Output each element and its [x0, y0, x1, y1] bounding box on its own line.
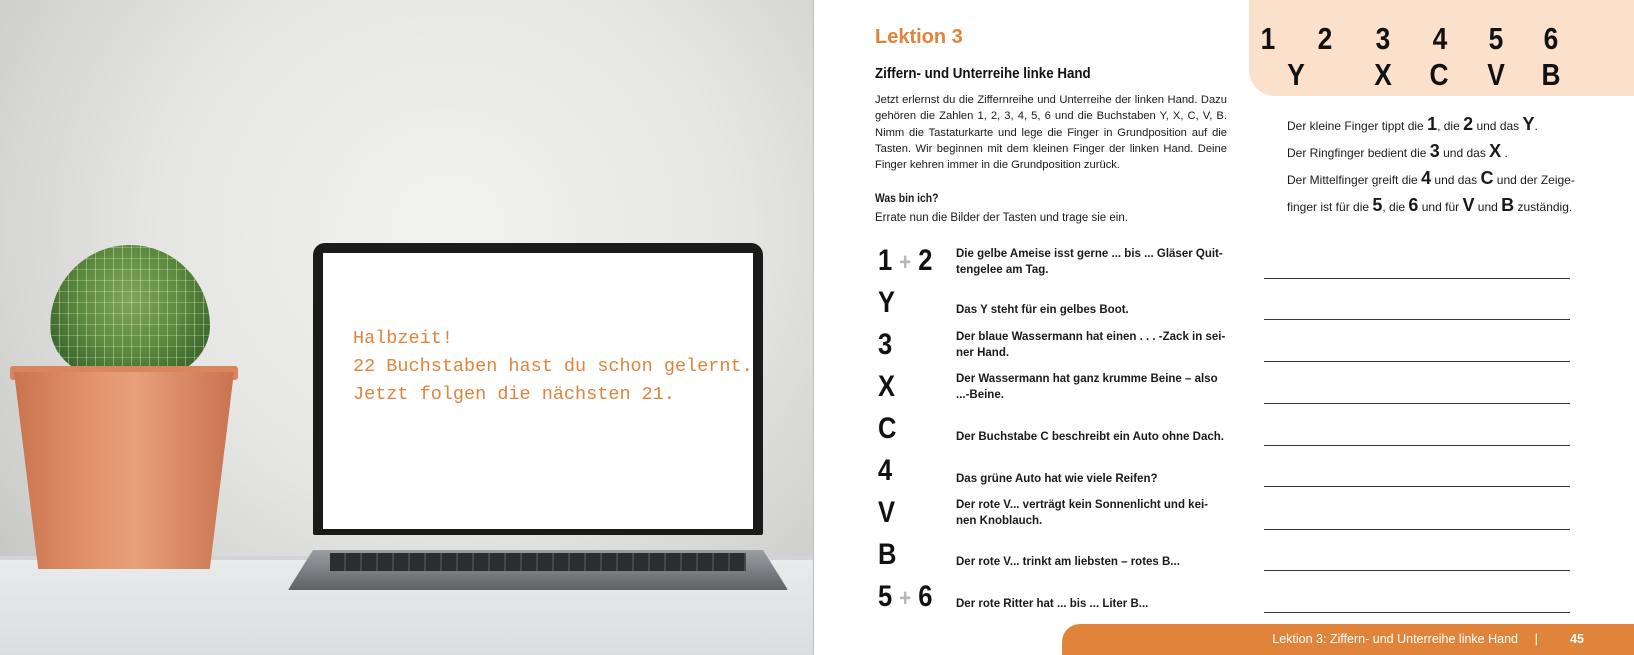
finger-legend	[1287, 112, 1607, 220]
key-letter: X	[1374, 57, 1392, 92]
photo-panel	[0, 0, 813, 655]
row-glyph: 1 + 2	[878, 244, 933, 277]
answer-line[interactable]	[1264, 486, 1570, 487]
answer-line[interactable]	[1264, 570, 1570, 571]
key-digit: 1	[1260, 21, 1276, 56]
row-glyph: Y	[878, 286, 896, 319]
row-glyph: V	[878, 496, 896, 529]
page-divider	[813, 0, 814, 655]
answer-line[interactable]	[1264, 361, 1570, 362]
row-clue: Das grüne Auto hat wie viele Reifen?	[956, 473, 1158, 485]
page-number: 45	[1570, 632, 1584, 646]
laptop-line-3: Jetzt folgen die nächsten 21.	[353, 384, 675, 405]
answer-line[interactable]	[1264, 319, 1570, 320]
answer-line[interactable]	[1264, 445, 1570, 446]
key-digit: 6	[1543, 21, 1559, 56]
row-clue: Der rote V... trinkt am liebsten – rotes B...	[956, 556, 1180, 568]
flower-pot	[14, 372, 234, 569]
laptop-keyboard	[330, 553, 746, 571]
row-glyph: X	[878, 370, 896, 403]
cactus-spines	[50, 245, 210, 380]
answer-line[interactable]	[1264, 529, 1570, 530]
row-clue: Das Y steht für ein gelbes Boot.	[956, 304, 1129, 316]
answer-line[interactable]	[1264, 612, 1570, 613]
key-overview-box	[1249, 0, 1634, 96]
question-heading: Was bin ich?	[875, 193, 939, 205]
key-letter: B	[1541, 57, 1561, 92]
row-clue: Der blaue Wassermann hat einen . . . -Zack in sei-ner Hand.	[956, 331, 1226, 359]
answer-line[interactable]	[1264, 403, 1570, 404]
row-glyph: C	[878, 412, 897, 445]
row-clue: Der Wassermann hat ganz krumme Beine – also ...-Beine.	[956, 373, 1218, 401]
laptop-display	[323, 253, 753, 529]
legend-line: Der kleine Finger tippt die 1, die 2 und das Y.	[1287, 114, 1538, 134]
laptop-line-2: 22 Buchstaben hast du schon gelernt.	[353, 356, 753, 377]
key-digit: 4	[1432, 21, 1448, 56]
key-digit: 5	[1488, 21, 1504, 56]
footer-title: Lektion 3: Ziffern- und Unterreihe linke Hand	[1272, 632, 1518, 646]
row-clue: Der Buchstabe C beschreibt ein Auto ohne Dach.	[956, 431, 1224, 443]
key-digit: 3	[1375, 21, 1391, 56]
row-clue: Der rote Ritter hat ... bis ... Liter B...	[956, 598, 1149, 610]
row-glyph: B	[878, 538, 897, 571]
row-glyph: 3	[878, 328, 893, 361]
row-glyph: 4	[878, 454, 893, 487]
key-letter: V	[1487, 57, 1505, 92]
row-clue: Der rote V... verträgt kein Sonnenlicht und kei-nen Knoblauch.	[956, 499, 1208, 527]
lesson-intro: Jetzt erlernst du die Ziffernreihe und Unterreihe der linken Hand. Dazu gehören die Zahlen 1, 2, 3, 4, 5, 6 und die Buchstaben Y, X, C, V, B. Nimm die Tastaturkarte und lege die Finger in Grundposition auf die Tasten. Wir beginnen mit dem kleinen Finger der linken Hand. Deine Finger kehren immer in die Grundposition zurück.	[875, 94, 1227, 172]
laptop-message	[353, 325, 753, 409]
answer-line[interactable]	[1264, 278, 1570, 279]
legend-line: Der Ringfinger bedient die 3 und das X .	[1287, 141, 1508, 161]
legend-line: Der Mittelfinger greift die 4 und das C und der Zeige-	[1287, 168, 1575, 188]
row-glyph: 5 + 6	[878, 580, 933, 613]
key-digit: 2	[1317, 21, 1333, 56]
laptop-screen	[313, 243, 763, 535]
row-clue: Die gelbe Ameise isst gerne ... bis ... Gläser Quit-tengelee am Tag.	[956, 248, 1223, 276]
footer-bar	[1062, 624, 1634, 655]
legend-line: finger ist für die 5, die 6 und für V und B zuständig.	[1287, 195, 1573, 215]
lesson-title: Lektion 3	[875, 26, 963, 48]
laptop-line-1: Halbzeit!	[353, 328, 453, 349]
key-letter: Y	[1287, 57, 1305, 92]
question-text: Errate nun die Bilder der Tasten und trage sie ein.	[875, 212, 1128, 224]
footer-separator: |	[1534, 631, 1538, 646]
lesson-subtitle: Ziffern- und Unterreihe linke Hand	[875, 66, 1091, 82]
key-letter: C	[1429, 57, 1449, 92]
